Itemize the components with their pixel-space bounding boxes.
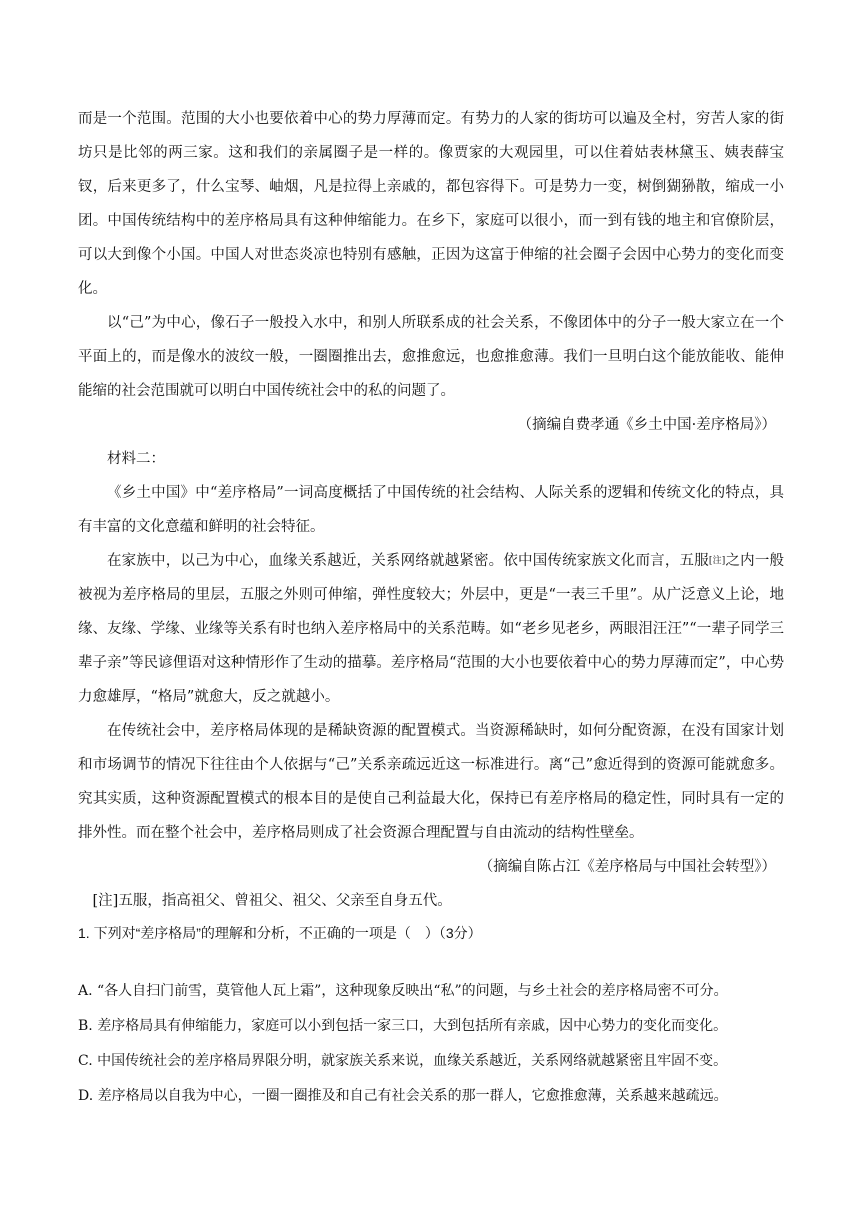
material2-paragraph-1: 《乡土中国》中“差序格局”一词高度概括了中国传统的社会结构、人际关系的逻辑和传统文化的特点，具有丰富的文化意蕴和鲜明的社会特征。 xyxy=(78,485,784,535)
material2-source: （摘编自陈占江《差序格局与中国社会转型》） xyxy=(478,859,776,875)
question-options xyxy=(78,974,784,1114)
option-a: A. “各人自扫门前雪，莫管他人瓦上霜”，这种现象反映出“私”的问题，与乡土社会的差序格局密不可分。 xyxy=(78,983,728,999)
document-page xyxy=(78,102,784,1114)
material2-label: 材料二： xyxy=(107,451,165,467)
material2-paragraph-3: 在传统社会中，差序格局体现的是稀缺资源的配置模式。当资源稀缺时，如何分配资源，在没有国家计划和市场调节的情况下往往由个人依据与“己”关系亲疏远近这一标准进行。离“己”愈近得到的资源可能就愈多。究其实质，这种资源配置模式的根本目的是使自己利益最大化，保持已有差序格局的稳定性，同时具有一定的排外性。而在整个社会中，差序格局则成了社会资源合理配置与自由流动的结构性壁垒。 xyxy=(78,723,784,841)
footnote: [注]五服，指高祖父、曾祖父、祖父、父亲至自身五代。 xyxy=(92,893,452,909)
material1-source: （摘编自费孝通《乡土中国·差序格局》） xyxy=(517,417,776,433)
option-b: B. 差序格局具有伸缩能力，家庭可以小到包括一家三口，大到包括所有亲戚，因中心势力的变化而变化。 xyxy=(78,1018,728,1034)
option-d: D. 差序格局以自我为中心，一圈一圈推及和自己有社会关系的那一群人，它愈推愈薄，关系越来越疏远。 xyxy=(78,1088,728,1104)
material2-paragraph-2-part-a: 在家族中，以己为中心，血缘关系越近，关系网络就越紧密。依中国传统家族文化而言，五服 xyxy=(107,553,709,569)
question-stem: 1. 下列对“差序格局”的理解和分析，不正确的一项是（ ）（3分） xyxy=(78,925,482,941)
material2-paragraph-2-part-b: 之内一般被视为差序格局的里层，五服之外则可伸缩，弹性度较大；外层中，更是“一表三千里”。从广泛意义上论，地缘、友缘、学缘、业缘等关系有时也纳入差序格局中的关系范畴。如“老乡见老乡，两眼泪汪汪”“一辈子同学三辈子亲”等民谚俚语对这种情形作了生动的描摹。差序格局“范围的大小也要依着中心的势力厚薄而定”，中心势力愈雄厚，“格局”就愈大，反之就越小。 xyxy=(78,553,785,705)
option-c: C. 中国传统社会的差序格局界限分明，就家族关系来说，血缘关系越近，关系网络就越紧密且牢固不变。 xyxy=(78,1053,728,1069)
material1-paragraph-1: 而是一个范围。范围的大小也要依着中心的势力厚薄而定。有势力的人家的街坊可以遍及全村，穷苦人家的街坊只是比邻的两三家。这和我们的亲属圈子是一样的。像贾家的大观园里，可以住着姑表林黛玉、姨表薛宝钗，后来更多了，什么宝琴、岫烟，凡是拉得上亲戚的，都包容得下。可是势力一变，树倒猢狲散，缩成一小团。中国传统结构中的差序格局具有这种伸缩能力。在乡下，家庭可以很小，而一到有钱的地主和官僚阶层，可以大到像个小国。中国人对世态炎凉也特别有感触，正因为这富于伸缩的社会圈子会因中心势力的变化而变化。 xyxy=(78,111,784,297)
footnote-marker: [注] xyxy=(708,556,726,566)
material2-paragraph-2 xyxy=(78,544,784,714)
material1-paragraph-2: 以“己”为中心，像石子一般投入水中，和别人所联系成的社会关系，不像团体中的分子一般大家立在一个平面上的，而是像水的波纹一般，一圈圈推出去，愈推愈远，也愈推愈薄。我们一旦明白这个能放能收、能伸能缩的社会范围就可以明白中国传统社会中的私的问题了。 xyxy=(78,315,784,399)
